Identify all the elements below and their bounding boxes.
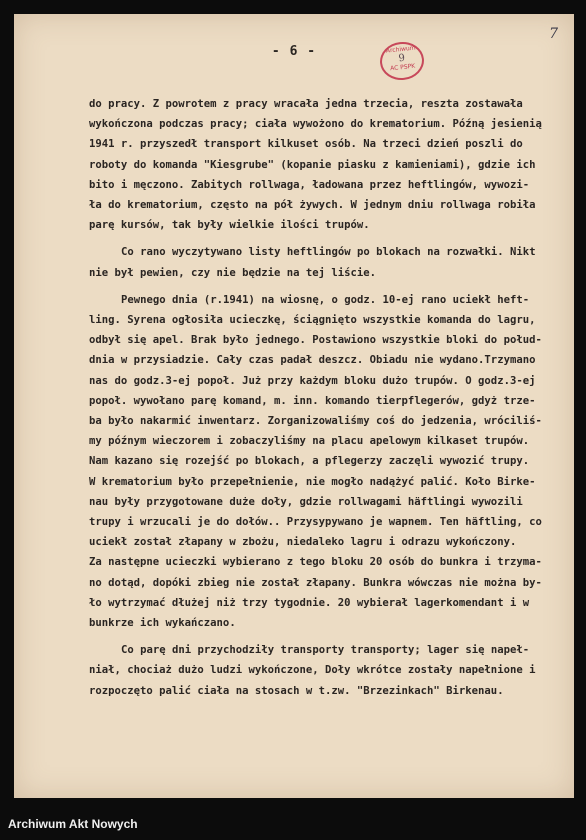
text-line: roboty do komanda "Kiesgrube" (kopanie piasku z kamieniami), gdzie ich [89, 158, 536, 171]
text-line: nie był pewien, czy nie będzie na tej liście. [89, 266, 377, 279]
text-line: ła do krematorium, często na pół żywych. W jednym dniu rollwaga robiła [89, 199, 536, 212]
text-line: dnia w przysiadzie. Cały czas padał deszcz. Obiadu nie wydano.Trzymano [89, 354, 536, 367]
text-line: nau były przygotowane duże doły, gdzie rollwagami häftlingi wywozili [89, 495, 523, 508]
paragraph-gap [89, 235, 569, 242]
text-line: trupy i wrzucali je do dołów.. Przysypywano je wapnem. Ten häftling, co [89, 516, 542, 529]
text-line: parę kursów, tak były wielkie ilości trupów. [89, 219, 370, 232]
document-page [14, 14, 574, 798]
stamp-bottom-text: AC PSPK [389, 62, 416, 73]
text-line: Nam kazano się rozejść po blokach, a pflegerzy zaczęli wywozić trupy. [89, 455, 530, 468]
text-line: do pracy. Z powrotem z pracy wracała jedna trzecia, reszta zostawała [89, 98, 523, 110]
text-line: my późnym wieczorem i zobaczyliśmy na placu apelowym kilkaset trupów. [89, 435, 530, 448]
text-line: no dotąd, dopóki zbieg nie został złapany. Bunkra wówczas nie można by- [89, 576, 542, 589]
text-line: nas do godz.3-ej popoł. Już przy każdym bloku dużo trupów. O godz.3-ej [89, 374, 536, 387]
page-number: - 6 - [271, 44, 317, 59]
text-line: ling. Syrena ogłosiła ucieczkę, ściągnięto wszystkie komanda do lagru, [89, 314, 536, 327]
paragraph-gap [89, 283, 569, 290]
text-line: niał, chociaż dużo ludzi wykończone, Doły wkrótce zostały napełnione i [89, 664, 536, 677]
stamp-number: 9 [397, 52, 406, 65]
text-line: bunkrze ich wykańczano. [89, 617, 236, 630]
archive-footer [0, 798, 586, 840]
body-text [89, 94, 569, 701]
text-line: rozpoczęto palić ciała na stosach w t.zw. "Brzezinkach" Birkenau. [89, 684, 504, 697]
text-line: ba było nakarmić inwentarz. Zorganizowaliśmy coś do jedzenia, wróciliś- [89, 415, 542, 428]
text-line: Co rano wyczytywano listy heftlingów po blokach na rozwałki. Nikt [121, 246, 536, 259]
text-line: popoł. wywołano parę komand, m. inn. komando tierpflegerów, gdyż trze- [89, 394, 536, 407]
text-line: 1941 r. przyszedł transport kilkuset osób. Na trzeci dzień poszli do [89, 138, 523, 151]
text-line: W krematorium było przepełnienie, nie mogło nadążyć palić. Koło Birke- [89, 475, 536, 488]
archive-name: Archiwum Akt Nowych [8, 817, 138, 831]
folio-number: 7 [549, 26, 558, 42]
text-line: Pewnego dnia (r.1941) na wiosnę, o godz. 10-ej rano uciekł heft- [121, 293, 530, 306]
stamp-top-text: Archiwum [385, 44, 416, 55]
text-line: Co parę dni przychodziły transporty transporty; lager się napeł- [121, 644, 530, 657]
text-line: Za następne ucieczki wybierano z tego bloku 20 osób do bunkra i trzyma- [89, 556, 542, 569]
text-line: uciekł został złapany w zbożu, niedaleko lagru i odrazu wykończony. [89, 536, 517, 549]
text-line: odbył się apel. Brak było jednego. Postawiono wszystkie bloki do połud- [89, 334, 542, 347]
paragraph-gap [89, 633, 569, 640]
text-line: ło wytrzymać dłużej niż trzy tygodnie. 20 wybierał lagerkomendant i w [89, 596, 530, 609]
text-line: wykończona podczas pracy; ciała wywożono do krematorium. Późną jesienią [89, 118, 542, 131]
text-line: bito i męczono. Zabitych rollwaga, ładowana przez heftlingów, wywozi- [89, 178, 530, 191]
